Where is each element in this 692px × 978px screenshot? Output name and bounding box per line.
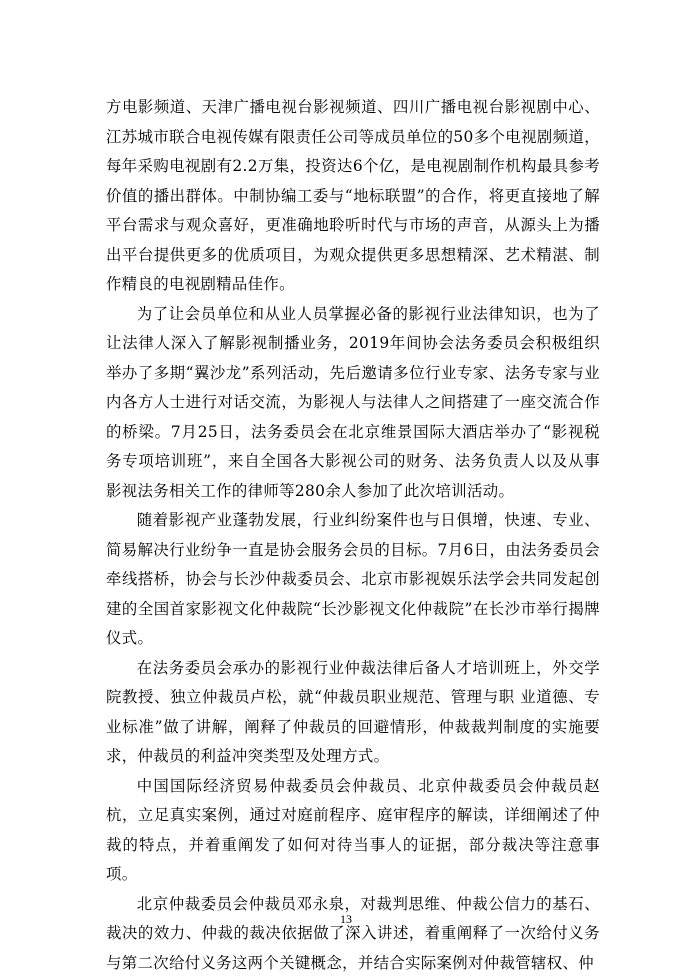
paragraph-6: 北京仲裁委员会仲裁员邓永泉，对裁判思维、仲裁公信力的基石、裁决的效力、仲裁的裁决依据做了深入讲述，着重阐释了一次给付义务与第二次给付义务这两个关键概念，并结合实际案例对仲裁管辖权、仲 [106, 894, 600, 972]
paragraph-5: 中国国际经济贸易仲裁委员会仲裁员、北京仲裁委员会仲裁员赵杭，立足真实案例，通过对庭前程序、庭审程序的解读，详细阐述了仲裁的特点，并着重阐发了如何对待当事人的证据，部分裁决等注意事项。 [106, 776, 600, 883]
paragraph-4: 在法务委员会承办的影视行业仲裁法律后备人才培训班上，外交学院教授、独立仲裁员卢松，就“仲裁员职业规范、管理与职 业道德、专业标准”做了讲解，阐释了仲裁员的回避情形，仲裁裁判制度的实施要求，仲裁员的利益冲突类型及处理方式。 [106, 658, 600, 765]
paragraph-3: 随着影视产业蓬勃发展，行业纠纷案件也与日俱增，快速、专业、简易解决行业纷争一直是协会服务会员的目标。7月6日，由法务委员会牵线搭桥，协会与长沙仲裁委员会、北京市影视娱乐法学会共同发起创建的全国首家影视文化仲裁院“长沙影视文化仲裁院”在长沙市举行揭牌仪式。 [106, 511, 600, 647]
paragraph-1: 方电影频道、天津广播电视台影视频道、四川广播电视台影视剧中心、江苏城市联合电视传媒有限责任公司等成员单位的50多个电视剧频道，每年采购电视剧有2.2万集，投资达6个亿，是电视剧制作机构最具参考价值的播出群体。中制协编工委与“地标联盟”的合作，将更直接地了解平台需求与观众喜好，更准确地聆听时代与市场的声音，从源头上为播出平台提供更多的优质项目，为观众提供更多思想精深、艺术精湛、制作精良的电视剧精品佳作。 [106, 98, 600, 293]
page-number: 13 [340, 912, 352, 926]
body-text [106, 93, 600, 978]
paragraph-2: 为了让会员单位和从业人员掌握必备的影视行业法律知识，也为了让法律人深入了解影视制播业务，2019年间协会法务委员会积极组织举办了多期“翼沙龙”系列活动，先后邀请多位行业专家、法务专家与业内各方人士进行对话交流，为影视人与法律人之间搭建了一座交流合作的桥梁。7月25日，法务委员会在北京维景国际大酒店举办了“影视税务专项培训班”，来自全国各大影视公司的财务、法务负责人以及从事影视法务相关工作的律师等280余人参加了此次培训活动。 [106, 304, 600, 500]
